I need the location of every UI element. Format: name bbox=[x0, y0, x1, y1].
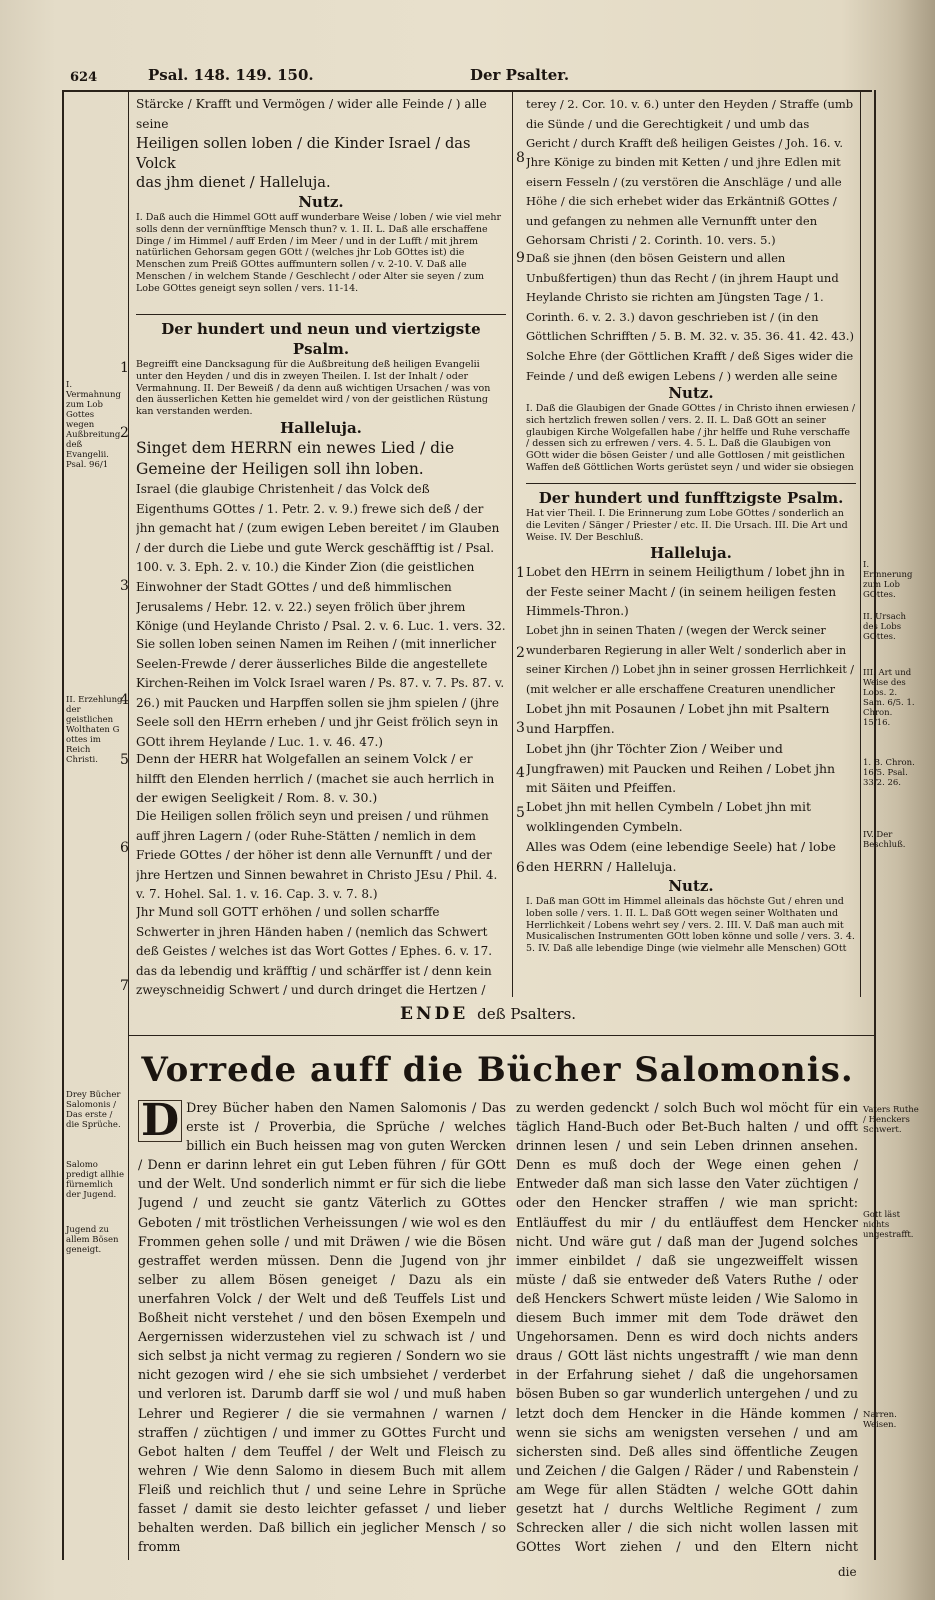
ende-rest: deß Psalters. bbox=[477, 1005, 577, 1023]
page-number: 624 bbox=[70, 70, 98, 85]
margin-note: II. Erzehlung der geistlichen Wolthaten G ottes im Reich Christi. bbox=[66, 695, 123, 765]
psalm150-verse-3: Lobet jhn mit Posaunen / Lobet jhn mit Psaltern und Harpffen. bbox=[526, 701, 830, 736]
frame-left-outer-rule bbox=[62, 90, 64, 1560]
psalm148-verse-end-line: das jhm dienet / Halleluja. bbox=[136, 174, 331, 192]
nutz-text: I. Daß auch die Himmel GOtt auff wunderbare Weise / loben / wie viel mehr solls denn der vernünfftige Mensch thun? v. 1. II. L. Daß alle erschaffene Dinge / im Himmel / auff Erden / im Meer / und in der Lufft / mit jhrem natürlichen Gehorsam gegen GOtt / (welches jhr Lob GOttes ist) die Menschen zum Preiß GOttes auffmuntern sollen / v. 2-10. V. Daß alle Menschen / in welchem Stande / Geschlecht / oder Alter sie seyen / zum Lobe GOttes geneigt seyn sollen / vers. 11-14. bbox=[136, 211, 501, 294]
margin-note: Jugend zu allem Bösen geneigt. bbox=[66, 1225, 119, 1255]
psalm149-verse-2: Israel (die glaubige Christenheit / das Volck deß Eigenthums GOttes / 1. Petr. 2. v. 9.) frewe sich deß / der jhn gemacht hat / (zum ewigen Leben bereitet / im Glauben / der durch die Liebe und gute Werck geschäfftig ist / Psal. 100. v. 3. Eph. 2. v. 10.) die Kinder Zion (die geistlichen Einwohner der Stadt GOttes / und deß himmlischen Jerusalems / Hebr. 12. v. 22.) seyen frölich über jhrem Könige (und Heylande Christo / Psal. 2. v. 6. Luc. 1. vers. 32. bbox=[136, 481, 506, 634]
nutz-label: Nutz. bbox=[668, 877, 714, 895]
psalm148-verse-end-line: Stärcke / Krafft und Vermögen / wider alle Feinde / ) alle seine bbox=[136, 97, 487, 131]
right-verse-number: 2 bbox=[516, 645, 525, 661]
psalm150-verse-6: Alles was Odem (eine lebendige Seele) hat / lobe den HERRN / Halleluja. bbox=[526, 839, 836, 874]
ende-line bbox=[400, 1004, 576, 1024]
nutz-text: I. Daß man GOtt im Himmel alleinals das höchste Gut / ehren und loben solle / vers. 1. II. L. Daß GOtt wegen seiner Wolthaten und Herrlichkeit / Lobens wehrt sey / vers. 2. III. V. Daß man auch mit Musicalischen Instrumenten GOtt loben könne und solle / vers. 3. 4. 5. IV. Daß alle lebendige Dinge (wie vielmehr alle Menschen) GOtt bbox=[526, 896, 855, 955]
vorrede-right-text: zu werden gedenckt / solch Buch wol möcht für ein täglich Hand-Buch oder Bet-Buch halten / und offt drinnen lesen / und sein Leben drinnen ansehen. Denn es muß doch der Wege einen gehen / Entweder daß man sich lasse den Vater züchtigen / oder den Hencker straffen / wie man spricht: Entläuffest du mir / du entläuffest dem Hencker nicht. Und wäre gut / daß man der Jugend solches immer einbildet / daß sie ungezweiffelt wissen müste / daß sie entweder deß Vaters Ruthe / oder deß Henckers Schwert müste leiden / Wie Salomo in diesem Buch immer mit dem Tode dräwet den Ungehorsamen. Denn es wird doch nichts anders draus / GOtt läst nichts ungestrafft / wie man denn in der Erfahrung siehet / daß die ungehorsamen bösen Buben so gar wunderlich untergehen / und zu letzt doch dem Hencker in die Hände kommen / wenn sie sichs am wenigsten versehen / und am sichersten sind. Deß alles sind öffentliche Zeugen und Zeichen / die Galgen / Räder / und Rabenstein / am Wege für allen Städten / welche GOtt dahin gesetzt hat / durchs Weltliche Regiment / zum Schrecken aller / die sich nicht wollen lassen mit GOttes Wort ziehen / und den Eltern nicht bbox=[516, 1100, 858, 1555]
psalm149-verse-8: Jhre Könige zu binden mit Ketten / und jhre Edlen mit eisern Fesseln / (zu verstören die Anschläge / und alle Höhe / die sich erhebet wider das Erkäntniß GOttes / und gefangen zu nehmen alle Vernunfft unter den Gehorsam Christi / 2. Corinth. 10. vers. 5.) bbox=[526, 155, 842, 248]
margin-note: II. Ursach des Lobs GOttes. bbox=[863, 612, 907, 642]
margin-note: IV. Der Beschluß. bbox=[863, 830, 906, 850]
vorrede-left-text bbox=[138, 1098, 506, 1556]
psalm148-verse-end-line: Heiligen sollen loben / die Kinder Israel / das Volck bbox=[136, 135, 471, 172]
left-verse-number: 5 bbox=[120, 752, 129, 768]
left-verse-number: 2 bbox=[120, 425, 129, 441]
nutz-label: Nutz. bbox=[298, 192, 344, 211]
psalm150-verse-2: Lobet jhn in seinen Thaten / (wegen der Werck seiner wunderbaren Regierung in aller Welt / sonderlich aber in seiner Kirchen /) Lobet jhn in seiner grossen Herrlichkeit / (mit welcher er alle erschaffene Creaturen unendlicher bbox=[526, 624, 854, 696]
psalm149-verse-5: Die Heiligen sollen frölich seyn und preisen / und rühmen auff jhren Lagern / (oder Ruhe-Stätten / nemlich in dem Friede GOttes / der höher ist denn alle Vernunfft / und der jhre Hertzen und Sinnen bewahret in Christo JEsu / Phil. 4. v. 7. Hohel. Sal. 1. v. 16. Cap. 3. v. 7. 8.) bbox=[136, 808, 498, 902]
ende-word: ENDE bbox=[400, 1004, 469, 1024]
running-title-left: Psal. 148. 149. 150. bbox=[148, 66, 314, 84]
psalm149-verse-6: Jhr Mund soll GOTT erhöhen / und sollen scharffe Schwerter in jhren Händen haben / (nemlich das Schwert deß Geistes / welches ist das Wort Gottes / Ephes. 6. v. 17. das da lebendig und kräfftig / und schärffer ist / denn kein zweyschneidig Schwert / und durch dringet die Hertzen / bbox=[136, 904, 493, 998]
right-verse-number: 5 bbox=[516, 805, 525, 821]
frame-right-inner-rule bbox=[860, 92, 861, 997]
vorrede-title: Vorrede auff die Bücher Salomonis. bbox=[141, 1050, 854, 1090]
psalm149-verse-9: Daß sie jhnen (den bösen Geistern und allen Unbußfertigen) thun das Recht / (in jhrem Haupt und Heylande Christo sie richten am Jüngsten Tage / 1. Corinth. 6. v. 2. 3.) davon geschrieben ist / (in den Göttlichen Schrifften / 5. B. M. 32. v. 35. 36. 41. 42. 43.) Solche Ehre (der Göttlichen Krafft / deß Siges wider die Feinde / und deß ewigen Lebens / ) werden alle seine bbox=[526, 251, 854, 383]
left-text-column bbox=[136, 95, 506, 1000]
catchword: die bbox=[838, 1565, 857, 1579]
vorrede-right-column bbox=[516, 1098, 858, 1558]
margin-note: 1. B. Chron. 16/5. Psal. 33/2. 26. bbox=[863, 758, 915, 788]
margin-note: Narren. Weisen. bbox=[863, 1410, 897, 1430]
psalm149-verse-1: Singet dem HERRN ein newes Lied / die Gemeine der Heiligen soll ihn loben. bbox=[136, 438, 455, 478]
running-title-right: Der Psalter. bbox=[470, 66, 570, 84]
vorrede-left-body: Drey Bücher haben den Namen Salomonis / Das erste ist / Proverbia, die Sprüche / welches billich ein Buch heissen mag von guten Wercken / Denn er darinn lehret ein gut Leben führen / für GOtt und der Welt. Und sonderlich nimmt er für sich die liebe Jugend / und zeucht sie gantz Väterlich zu GOttes Geboten / mit tröstlichen Verheissungen / wie wol es den Frommen gehen solle / und mit Dräwen / wie die Bösen gestraffet werden müssen. Denn die Jugend von jhr selber zu allem Bösen geneiget / Dazu als ein unerfahren Volck / der Welt und deß Teuffels List und Boßheit nicht verstehet / und den bösen Exempeln und Aergernissen widerzustehen viel zu schwach ist / und sich selbst ja nicht vermag zu regieren / Sondern wo sie nicht gezogen wird / ehe sie sich umbsiehet / verderbet und verloren ist. Darumb darff sie wol / und muß haben Lehrer und Regierer / die sie vermahnen / warnen / straffen / züchtigen / und immer zu GOttes Furcht und Gebot halten / dem Teuffel / der Welt und Fleisch zu wehren / Wie denn Salomo in diesem Buch mit allem Fleiß und reichlich thut / und seine Lehre in Sprüche fasset / damit sie desto leichter gefasset / und lieber behalten werden. Daß billich ein jeglicher Mensch / so fromm bbox=[138, 1100, 506, 1555]
left-verse-number: 6 bbox=[120, 840, 129, 856]
halleluja-heading: Halleluja. bbox=[280, 418, 362, 437]
psalm150-verse-1: Lobet den HErrn in seinem Heiligthum / lobet jhn in der Feste seiner Macht / (in seinem heiligen festen Himmels-Thron.) bbox=[526, 565, 845, 619]
margin-note: III. Art und Weise des Lobs. 2. Sam. 6/5. 1. Chron. 15/16. bbox=[863, 668, 915, 728]
vorrede-divider-rule bbox=[128, 1035, 874, 1036]
right-verse-number: 9 bbox=[516, 250, 525, 266]
margin-note: Vaters Ruthe / Henckers Schwert. bbox=[863, 1105, 919, 1135]
psalm150-title: Der hundert und funfftzigste Psalm. bbox=[538, 489, 844, 507]
dropcap-letter: D bbox=[138, 1100, 182, 1142]
margin-note: Gott läst nichts ungestrafft. bbox=[863, 1210, 914, 1240]
frame-center-rule bbox=[512, 92, 513, 997]
right-verse-number: 3 bbox=[516, 720, 525, 736]
frame-top-rule bbox=[62, 90, 872, 92]
psalm150-verse-5: Lobet jhn mit hellen Cymbeln / Lobet jhn mit wolklingenden Cymbeln. bbox=[526, 799, 812, 834]
left-verse-number: 4 bbox=[120, 692, 129, 708]
psalm150-summary: Hat vier Theil. I. Die Erinnerung zum Lobe GOttes / sonderlich an die Leviten / Sänger / Priester / etc. II. Die Ursach. III. Die Art und Weise. IV. Der Beschluß. bbox=[526, 508, 848, 543]
margin-note: Drey Bücher Salomonis / Das erste / die Sprüche. bbox=[66, 1090, 121, 1130]
margin-note: I. Vermahnung zum Lob Gottes wegen Außbreitung deß Evangelii. Psal. 96/1 bbox=[66, 380, 121, 470]
psalm149-summary: Begreifft eine Dancksagung für die Außbreitung deß heiligen Evangelii unter den Heyden / und dis in zweyen Theilen. I. Ist der Inhalt / oder Vermahnung. II. Der Beweiß / da denn auß wichtigen Ursachen / was von den äusserlichen Ketten hie gemeldet wird / von der geistlichen Rüstung kan verstanden werden. bbox=[136, 358, 491, 418]
frame-left-inner-rule bbox=[128, 90, 129, 1560]
right-verse-number: 8 bbox=[516, 150, 525, 166]
psalm149-verse-3: Sie sollen loben seinen Namen im Reihen / (mit innerlicher Seelen-Frewde / derer äusserliches Bilde die angestellete Kirchen-Reihen im Volck Israel waren / Ps. 87. v. 7. Ps. 87. v. 26.) mit Paucken und Harpffen sollen sie jhm spielen / (jhre Seele soll den HErrn erheben / und jhr Geist frölich seyn in GOtt ihrem Heylande / Luc. 1. v. 46. 47.) bbox=[136, 636, 505, 749]
margin-note: Salomo predigt allhie fürnemlich der Jugend. bbox=[66, 1160, 124, 1200]
margin-note: I. Erinnerung zum Lob GOttes. bbox=[863, 560, 913, 600]
left-verse-number: 7 bbox=[120, 978, 129, 994]
left-verse-number: 1 bbox=[120, 360, 129, 376]
vorrede-left-column bbox=[138, 1098, 506, 1560]
left-verse-number: 3 bbox=[120, 578, 129, 594]
psalm149-verse-7-continued: terey / 2. Cor. 10. v. 6.) unter den Heyden / Straffe (umb die Sünde / und die Gerechtigkeit / und umb das Gericht / durch Krafft deß heiligen Geistes / Joh. 16. v. bbox=[526, 97, 854, 151]
psalm150-verse-4: Lobet jhn (jhr Töchter Zion / Weiber und Jungfrawen) mit Paucken und Reihen / Lobet jhn mit Säiten und Pfeiffen. bbox=[526, 741, 836, 796]
frame-right-outer-rule bbox=[874, 90, 876, 1560]
right-verse-number: 6 bbox=[516, 860, 525, 876]
psalm149-verse-4: Denn der HERR hat Wolgefallen an seinem Volck / er hilfft den Elenden herrlich / (machet sie auch herrlich in der ewigen Seeligkeit / Rom. 8. v. 30.) bbox=[136, 750, 495, 806]
psalm149-title: Der hundert und neun und viertzigste Psalm. bbox=[161, 319, 481, 358]
right-verse-number: 4 bbox=[516, 765, 525, 781]
halleluja-heading: Halleluja. bbox=[650, 544, 732, 562]
nutz-label: Nutz. bbox=[668, 384, 714, 402]
nutz-text: I. Daß die Glaubigen der Gnade GOttes / in Christo ihnen erwiesen / sich hertzlich frewen sollen / vers. 2. II. L. Daß GOtt an seiner glaubigen Kirche Wolgefallen habe / jhr helffe und Ruhe verschaffe / dessen sich zu erfrewen / vers. 4. 5. L. Daß die Glaubigen von GOtt wider die bösen Geister / und alle Gottlosen / mit geistlichen Waffen deß Göttlichen Worts gerüstet seyn / und wider sie obsiegen bbox=[526, 403, 856, 473]
right-verse-number: 1 bbox=[516, 565, 525, 581]
right-text-column bbox=[526, 95, 856, 1000]
